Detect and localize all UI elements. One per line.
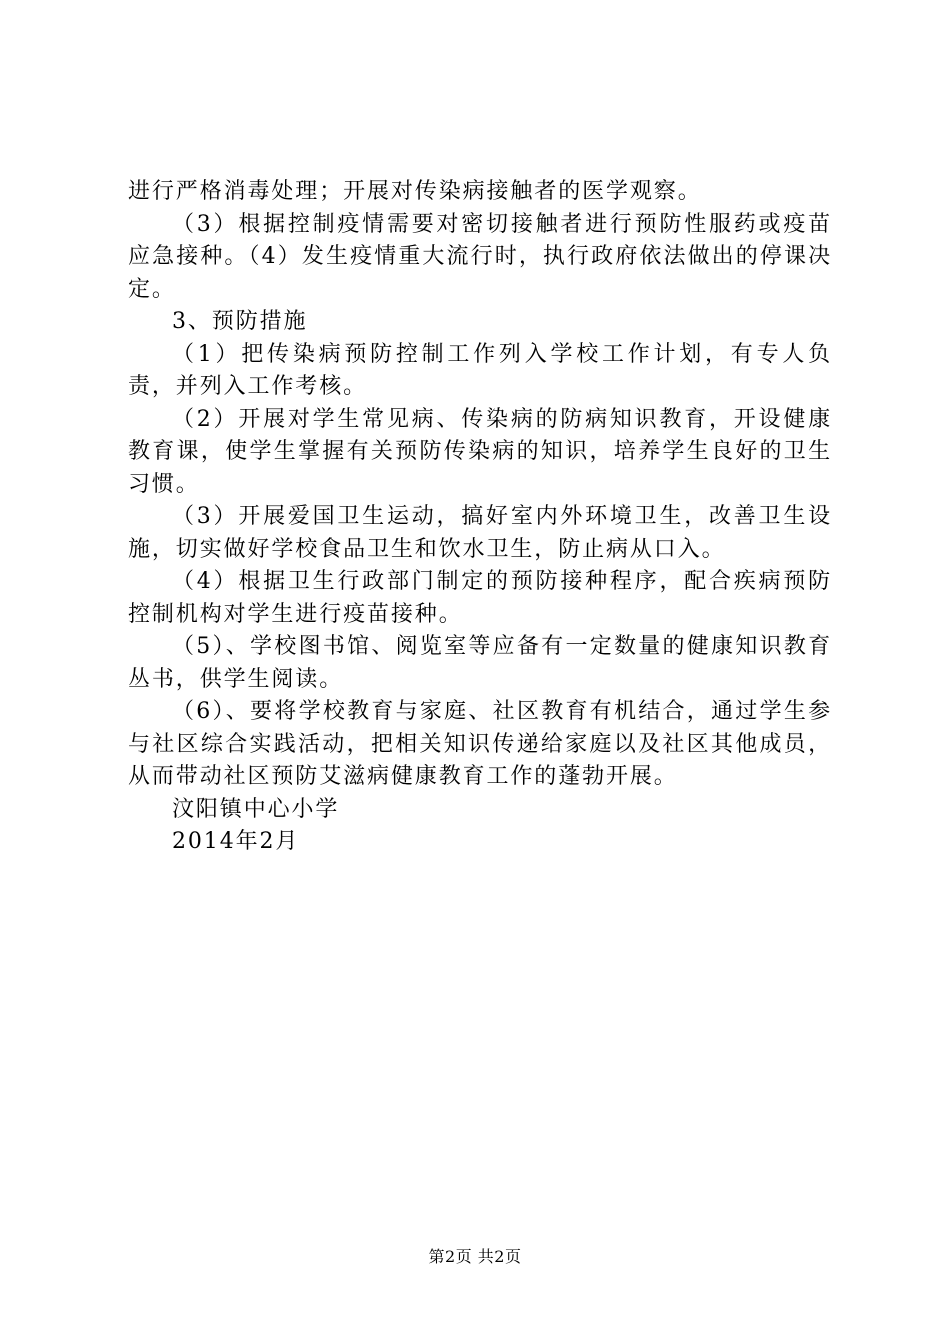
paragraph-prevention-2: （2）开展对学生常见病、传染病的防病知识教育，开设健康教育课，使学生掌握有关预防传染病的知识，培养学生良好的卫生习惯。: [128, 406, 832, 497]
section-heading-prevention: 3、预防措施: [172, 309, 308, 334]
paragraph-prevention-6: （6）、要将学校教育与家庭、社区教育有机结合，通过学生参与社区综合实践活动，把相关知识传递给家庭以及社区其他成员，从而带动社区预防艾滋病健康教育工作的蓬勃开展。: [128, 699, 832, 789]
paragraph-prevention-1: （1）把传染病预防控制工作列入学校工作计划，有专人负责，并列入工作考核。: [128, 341, 832, 399]
document-body: [128, 176, 832, 859]
paragraph-prevention-4: （4）根据卫生行政部门制定的预防接种程序，配合疾病预防控制机构对学生进行疫苗接种。: [128, 569, 832, 627]
paragraph-emergency-vaccination: （3）根据控制疫情需要对密切接触者进行预防性服药或疫苗应急接种。（4）发生疫情重大流行时，执行政府依法做出的停课决定。: [128, 211, 832, 302]
paragraph-continuation: 进行严格消毒处理；开展对传染病接触者的医学观察。: [128, 179, 702, 204]
page-number-footer: 第2页 共2页: [428, 1247, 522, 1266]
paragraph-prevention-5: （5）、学校图书馆、阅览室等应备有一定数量的健康知识教育丛书，供学生阅读。: [128, 634, 832, 692]
signature-school-name: 汶阳镇中心小学: [172, 796, 340, 822]
signature-date: 2014年2月: [172, 829, 300, 854]
paragraph-prevention-3: （3）开展爱国卫生运动，搞好室内外环境卫生，改善卫生设施，切实做好学校食品卫生和饮水卫生，防止病从口入。: [128, 504, 832, 562]
